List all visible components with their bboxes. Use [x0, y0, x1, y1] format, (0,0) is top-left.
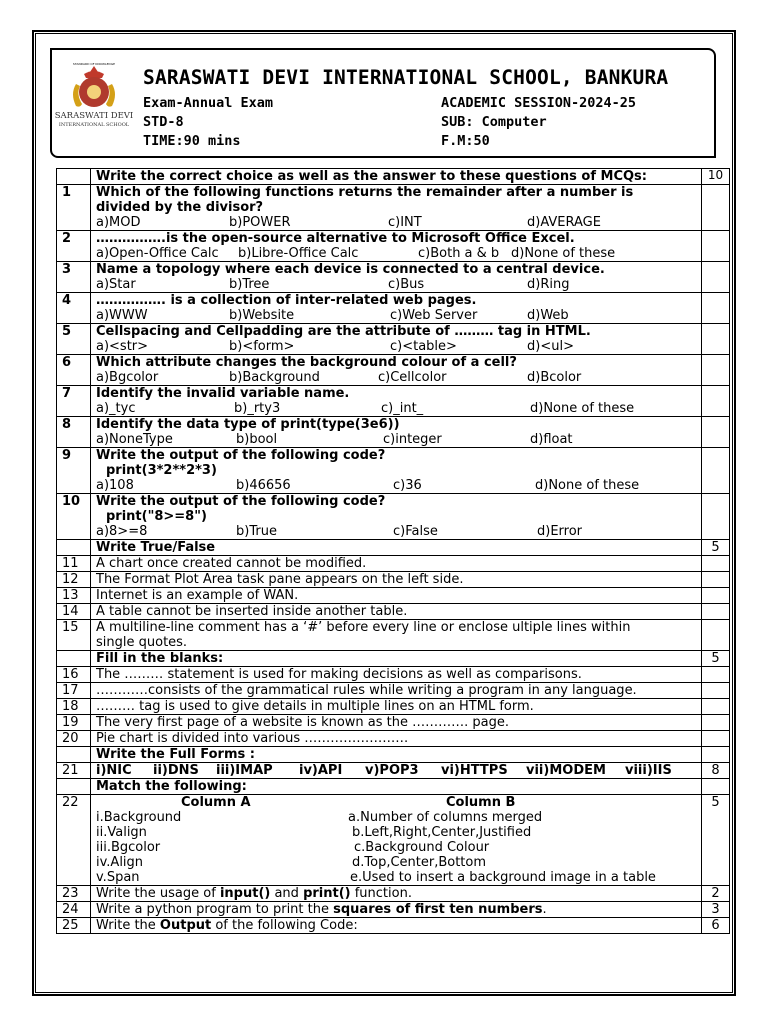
fullform-item: ii)DNS	[153, 763, 199, 778]
full-marks: F.M:50	[441, 133, 490, 149]
option: d)None of these	[530, 401, 635, 416]
fullform-item: vii)MODEM	[526, 763, 606, 778]
question-text: ……………. is a collection of inter-related web pages.	[96, 293, 477, 308]
option: b)POWER	[229, 215, 291, 230]
blank-text: ……… tag is used to give details in multiple lines on an HTML form.	[91, 699, 702, 715]
blank-row: 16 The ……… statement is used for making decisions as well as comparisons.	[57, 667, 730, 683]
question-row: 25 Write the Output of the following Code: 6	[57, 918, 730, 934]
logo-caption-sub: INTERNATIONAL SCHOOL	[58, 122, 130, 128]
option: d)Web	[527, 308, 569, 323]
question-row: 4 ……………. is a collection of inter-related web pages. a)WWW b)Website c)Web Server d)Web	[57, 293, 730, 324]
question-row: 10 Write the output of the following code? print("8>=8") a)8>=8 b)True c)False d)Error	[57, 494, 730, 540]
question-text: Name a topology where each device is connected to a central device.	[96, 262, 605, 277]
question-row: 1 Which of the following functions returns the remainder after a number is divided by the divisor? a)MOD b)POWER c)INT d)AVERAGE	[57, 185, 730, 231]
blanks-marks: 5	[702, 651, 730, 667]
match-b: b.Left,Right,Center,Justified	[352, 825, 532, 840]
academic-session: ACADEMIC SESSION-2024-25	[441, 95, 637, 111]
fullforms-row: 21 i)NIC ii)DNS iii)IMAP iv)API v)POP3 vi)HTTPS vii)MODEM viii)IIS 8	[57, 763, 730, 779]
tf-row: 15 A multiline-line comment has a ‘#’ before every line or enclose ultiple lines within single quotes.	[57, 620, 730, 651]
question-row: 5 Cellspacing and Cellpadding are the attribute of ……… tag in HTML. a)<str> b)<form> c)<table> d)<ul>	[57, 324, 730, 355]
option: a)_tyc	[96, 401, 136, 416]
match-heading-row	[57, 779, 730, 795]
logo-caption-name: SARASWATI DEVI	[54, 111, 134, 121]
option: b)<form>	[229, 339, 295, 354]
code-line: print("8>=8")	[106, 509, 207, 524]
match-a: iv.Align	[96, 855, 144, 870]
option: a)NoneType	[96, 432, 173, 447]
option: b)Background	[229, 370, 320, 385]
standard: STD-8	[143, 114, 184, 130]
question-text: Identify the invalid variable name.	[96, 386, 350, 401]
option: c)Web Server	[390, 308, 478, 323]
tf-text: The Format Plot Area task pane appears on the left side.	[91, 572, 702, 588]
fullforms-heading: Write the Full Forms :	[91, 747, 702, 763]
tf-text: A chart once created cannot be modified.	[91, 556, 702, 572]
option: a)Open-Office Calc	[96, 246, 219, 261]
mcq-heading: Write the correct choice as well as the answer to these questions of MCQs:	[91, 169, 702, 185]
blank-text: The ……… statement is used for making decisions as well as comparisons.	[91, 667, 702, 683]
question-table	[56, 168, 730, 934]
question-text: Which of the following functions returns the remainder after a number is	[96, 185, 634, 200]
option: c)INT	[388, 215, 422, 230]
option: c)integer	[383, 432, 442, 447]
tf-heading-row	[57, 540, 730, 556]
question-row: 24 Write a python program to print the squares of first ten numbers. 3	[57, 902, 730, 918]
q24-marks: 3	[702, 902, 730, 918]
match-a: iii.Bgcolor	[96, 840, 161, 855]
match-b: c.Background Colour	[354, 840, 490, 855]
code-line: print(3*2**2*3)	[106, 463, 217, 478]
question-text: Write a python program to print the squares of first ten numbers.	[91, 902, 702, 918]
mcq-heading-row	[57, 169, 730, 185]
tf-heading: Write True/False	[91, 540, 702, 556]
option: b)Libre-Office Calc	[238, 246, 359, 261]
option: c)Bus	[388, 277, 425, 292]
option: a)WWW	[96, 308, 148, 323]
option: b)Website	[229, 308, 295, 323]
match-a: i.Background	[96, 810, 182, 825]
blank-text: The very first page of a website is known as the …………. page.	[91, 715, 702, 731]
blank-text: Pie chart is divided into various ……………………	[91, 731, 702, 747]
option: d)Ring	[527, 277, 570, 292]
option: a)Star	[96, 277, 136, 292]
option: d)Bcolor	[527, 370, 582, 385]
match-heading: Match the following:	[91, 779, 702, 795]
option: b)46656	[236, 478, 291, 493]
option: b)Tree	[229, 277, 270, 292]
option: b)bool	[236, 432, 278, 447]
blank-row: 18 ……… tag is used to give details in multiple lines on an HTML form.	[57, 699, 730, 715]
match-b: a.Number of columns merged	[348, 810, 543, 825]
match-b: d.Top,Center,Bottom	[352, 855, 487, 870]
option: b)_rty3	[234, 401, 281, 416]
tf-row: 13 Internet is an example of WAN.	[57, 588, 730, 604]
option: b)True	[236, 524, 277, 539]
subject: SUB: Computer	[441, 114, 547, 130]
tf-text: A multiline-line comment has a ‘#’ before every line or enclose ultiple lines within	[96, 620, 631, 635]
question-text: Write the output of the following code?	[96, 448, 386, 463]
blank-row: 20 Pie chart is divided into various ……………………	[57, 731, 730, 747]
option: c)Cellcolor	[378, 370, 447, 385]
question-text: Write the Output of the following Code:	[91, 918, 702, 934]
option: d)None of these	[511, 246, 616, 261]
match-b: e.Used to insert a background image in a table	[350, 870, 656, 885]
fullform-item: iii)IMAP	[216, 763, 273, 778]
fullform-item: vi)HTTPS	[441, 763, 508, 778]
match-a: ii.Valign	[96, 825, 147, 840]
fullform-item: i)NIC	[96, 763, 132, 778]
tf-text-cont: single quotes.	[96, 635, 188, 650]
q25-marks: 6	[702, 918, 730, 934]
match-marks: 5	[702, 795, 730, 886]
option: d)<ul>	[527, 339, 574, 354]
exam-name: Exam-Annual Exam	[143, 95, 274, 111]
option: a)Bgcolor	[96, 370, 159, 385]
option: a)<str>	[96, 339, 149, 354]
tf-marks: 5	[702, 540, 730, 556]
column-b-header: Column B	[446, 795, 516, 810]
question-text: Write the output of the following code?	[96, 494, 386, 509]
logo-caption-top: STANDARD OF KNOWLEDGE	[72, 62, 116, 66]
question-row: 6 Which attribute changes the background colour of a cell? a)Bgcolor b)Background c)Cellcolor d)Bcolor	[57, 355, 730, 386]
fullform-item: v)POP3	[365, 763, 419, 778]
fullforms-heading-row	[57, 747, 730, 763]
question-text-cont: divided by the divisor?	[96, 200, 264, 215]
question-row: 8 Identify the data type of print(type(3e6)) a)NoneType b)bool c)integer d)float	[57, 417, 730, 448]
question-text: Write the usage of input() and print() function.	[91, 886, 702, 902]
fullform-item: iv)API	[299, 763, 343, 778]
blanks-heading-row	[57, 651, 730, 667]
school-logo	[54, 62, 134, 134]
school-name: SARASWATI DEVI INTERNATIONAL SCHOOL, BANKURA	[143, 66, 669, 89]
question-text: …………….is the open-source alternative to Microsoft Office Excel.	[96, 231, 575, 246]
option: c)False	[393, 524, 438, 539]
option: c)<table>	[390, 339, 457, 354]
blank-row: 19 The very first page of a website is known as the …………. page.	[57, 715, 730, 731]
tf-text: A table cannot be inserted inside another table.	[91, 604, 702, 620]
blanks-heading: Fill in the blanks:	[91, 651, 702, 667]
option: c)_int_	[381, 401, 424, 416]
match-a: v.Span	[96, 870, 140, 885]
option: a)MOD	[96, 215, 141, 230]
fullforms-marks: 8	[702, 763, 730, 779]
option: c)Both a & b	[418, 246, 500, 261]
q23-marks: 2	[702, 886, 730, 902]
option: d)AVERAGE	[527, 215, 601, 230]
question-row: 2 …………….is the open-source alternative to Microsoft Office Excel. a)Open-Office Calc b)Libre-Office Calc c)Both a & b d)None of these	[57, 231, 730, 262]
option: a)8>=8	[96, 524, 148, 539]
tf-row: 12 The Format Plot Area task pane appears on the left side.	[57, 572, 730, 588]
question-row: 9 Write the output of the following code? print(3*2**2*3) a)108 b)46656 c)36 d)None of these	[57, 448, 730, 494]
question-row: 23 Write the usage of input() and print() function. 2	[57, 886, 730, 902]
option: c)36	[393, 478, 422, 493]
question-row: 7 Identify the invalid variable name. a)_tyc b)_rty3 c)_int_ d)None of these	[57, 386, 730, 417]
question-row: 3 Name a topology where each device is connected to a central device. a)Star b)Tree c)Bus d)Ring	[57, 262, 730, 293]
exam-time: TIME:90 mins	[143, 133, 241, 149]
column-a-header: Column A	[181, 795, 251, 810]
fullform-item: viii)IIS	[625, 763, 672, 778]
option: d)float	[530, 432, 573, 447]
question-text: Which attribute changes the background colour of a cell?	[96, 355, 517, 370]
blank-row: 17 …………consists of the grammatical rules while writing a program in any language.	[57, 683, 730, 699]
question-text: Cellspacing and Cellpadding are the attribute of ……… tag in HTML.	[96, 324, 591, 339]
option: d)Error	[537, 524, 583, 539]
tf-text: Internet is an example of WAN.	[91, 588, 702, 604]
mcq-marks: 10	[702, 169, 730, 185]
question-text: Identify the data type of print(type(3e6))	[96, 417, 400, 432]
match-row: 22 Column A Column B i.Background a.Number of columns merged ii.Valign b.Left,Right,Center,Justified iii.Bgcolor c.Background Colour iv.Align d.Top,Center,Bottom v.Span e.Used to insert a background image in a table 5	[57, 795, 730, 886]
option: d)None of these	[535, 478, 640, 493]
tf-row: 14 A table cannot be inserted inside another table.	[57, 604, 730, 620]
option: a)108	[96, 478, 134, 493]
blank-text: …………consists of the grammatical rules while writing a program in any language.	[91, 683, 702, 699]
tf-row: 11 A chart once created cannot be modified.	[57, 556, 730, 572]
